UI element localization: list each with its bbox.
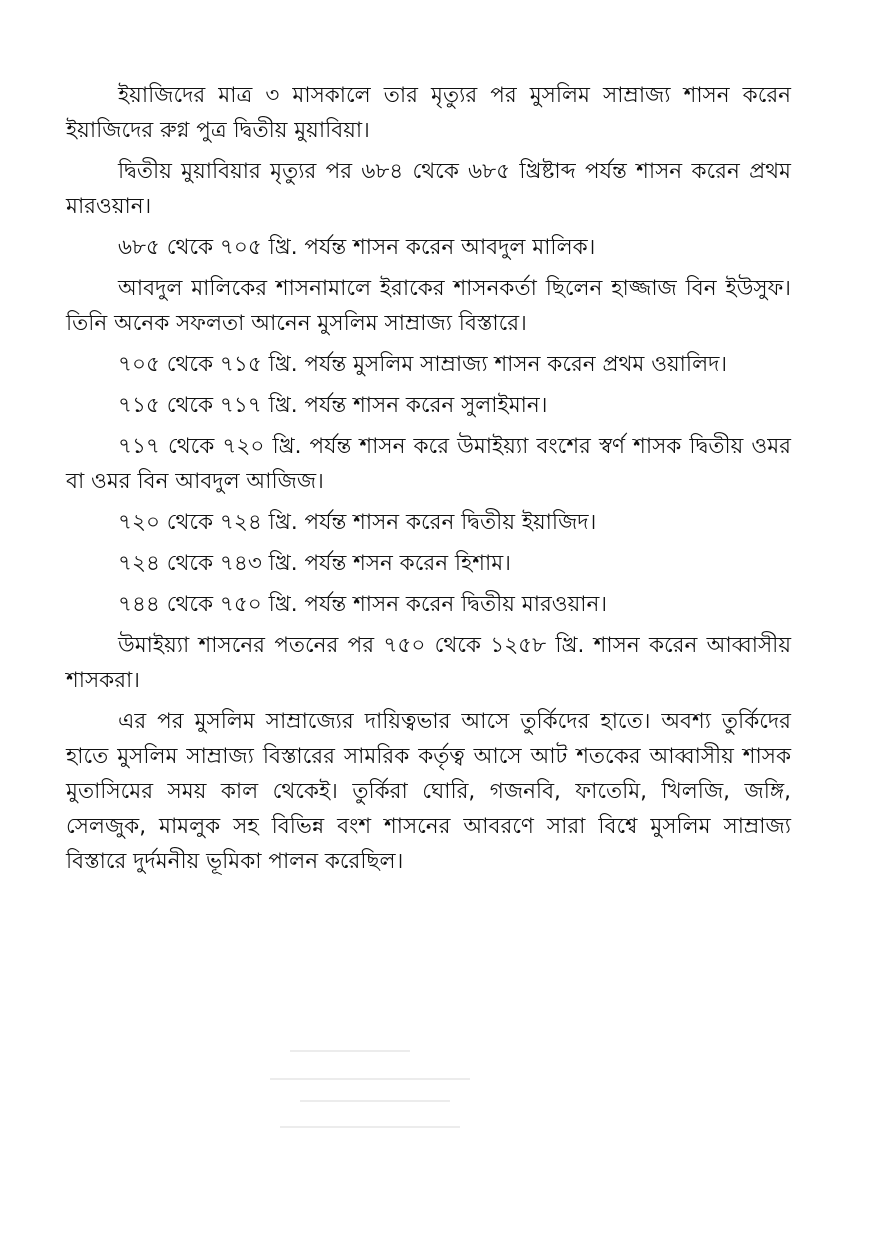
paragraph-10: ৭৪৪ থেকে ৭৫০ খ্রি. পর্যন্ত শাসন করেন দ্বিতীয় মারওয়ান।	[118, 592, 608, 617]
paragraph-9: ৭২৪ থেকে ৭৪৩ খ্রি. পর্যন্ত শসন করেন হিশাম।	[118, 551, 511, 576]
paragraph-3: ৬৮৫ থেকে ৭০৫ খ্রি. পর্যন্ত শাসন করেন আবদুল মালিক।	[118, 235, 596, 260]
paragraph-5: ৭০৫ থেকে ৭১৫ খ্রি. পর্যন্ত মুসলিম সাম্রাজ্য শাসন করেন প্রথম ওয়ালিদ।	[118, 352, 728, 377]
paragraph-4: আবদুল মালিকের শাসনামালে ইরাকের শাসনকর্তা ছিলেন হাজ্জাজ বিন ইউসুফ। তিনি অনেক সফলতা আনেন মুসলিম সাম্রাজ্য বিস্তারে।	[66, 276, 791, 336]
paragraph-1: ইয়াজিদের মাত্র ৩ মাসকালে তার মৃত্যুর পর মুসলিম সাম্রাজ্য শাসন করেন ইয়াজিদের রুগ্ন পুত্র দ্বিতীয় মুয়াবিয়া।	[66, 83, 791, 143]
paragraph-7: ৭১৭ থেকে ৭২০ খ্রি. পর্যন্ত শাসন করে উমাইয়্যা বংশের স্বর্ণ শাসক দ্বিতীয় ওমর বা ওমর বিন আবদুল আজিজ।	[66, 434, 791, 494]
paragraph-12: এর পর মুসলিম সাম্রাজ্যের দায়িত্বভার আসে তুর্কিদের হাতে। অবশ্য তুর্কিদের হাতে মুসলিম সাম্রাজ্য বিস্তারের সামরিক কর্তৃত্ব আসে আট শতকের আব্বাসীয় শাসক মুতাসিমের সময় কাল থেকেই। তুর্কিরা ঘোরি, গজনবি, ফাতেমি, খিলজি, জঙ্গি, সেলজুক, মামলুক সহ বিভিন্ন বংশ শাসনের আবরণে সারা বিশ্বে মুসলিম সাম্রাজ্য বিস্তারে দুর্দমনীয় ভূমিকা পালন করেছিল।	[66, 709, 791, 874]
paragraph-2: দ্বিতীয় মুয়াবিয়ার মৃত্যুর পর ৬৮৪ থেকে ৬৮৫ খ্রিষ্টাব্দ পর্যন্ত শাসন করেন প্রথম মারওয়ান।	[66, 159, 791, 219]
paragraph-8: ৭২০ থেকে ৭২৪ খ্রি. পর্যন্ত শাসন করেন দ্বিতীয় ইয়াজিদ।	[118, 510, 597, 535]
show-through-smudge	[260, 1030, 560, 1150]
paragraph-11: উমাইয়্যা শাসনের পতনের পর ৭৫০ থেকে ১২৫৮ খ্রি. শাসন করেন আব্বাসীয় শাসকরা।	[66, 633, 791, 693]
body-text	[66, 78, 791, 885]
paragraph-6: ৭১৫ থেকে ৭১৭ খ্রি. পর্যন্ত শাসন করেন সুলাইমান।	[118, 393, 548, 418]
